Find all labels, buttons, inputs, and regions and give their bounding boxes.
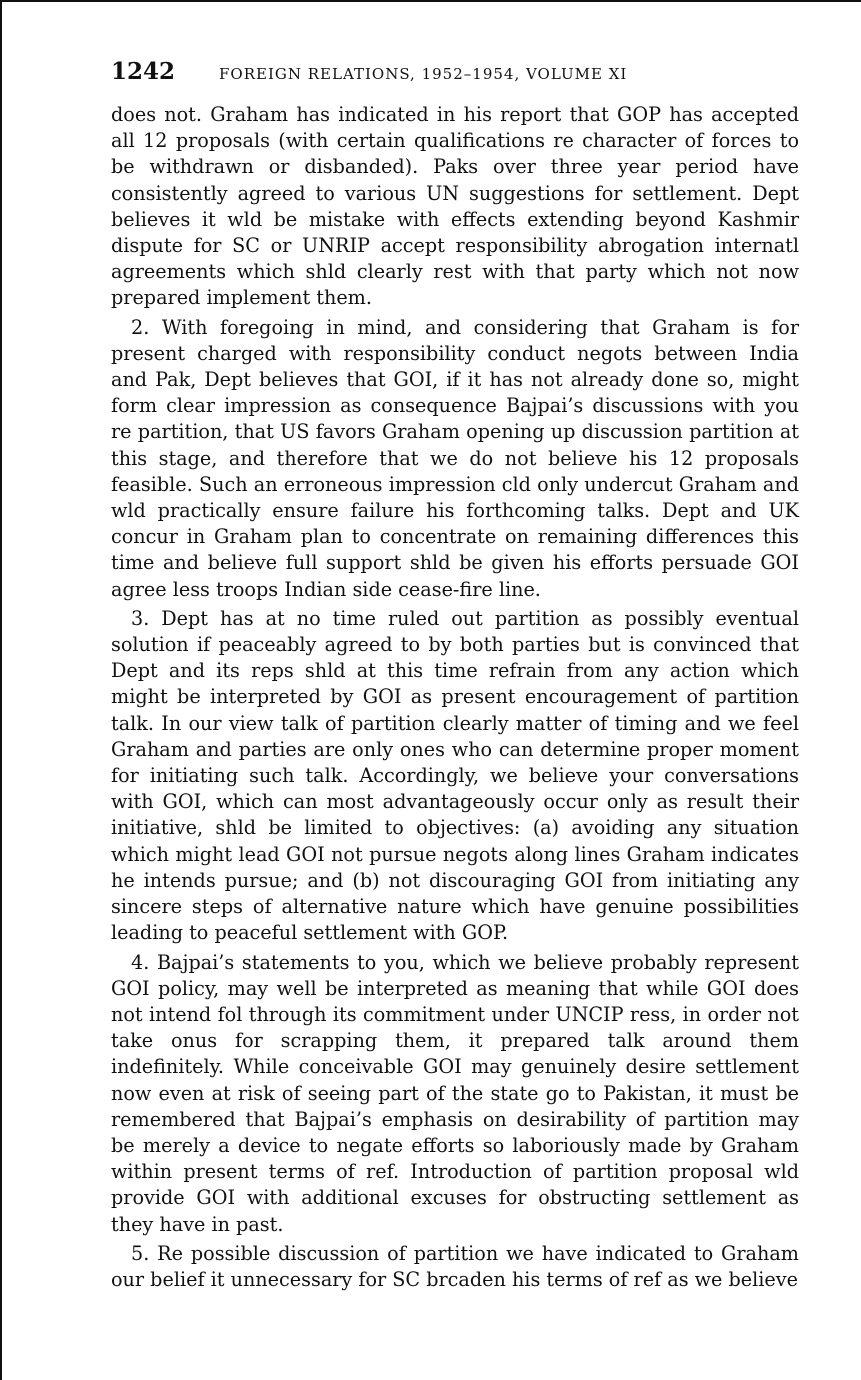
paragraph-3: 3. Dept has at no time ruled out partition as possibly eventual solution if peaceably agreed to by both parties but is convinced that Dept and its reps shld at this time refrain from any action which might be interpreted by GOI as present encouragement of partition talk. In our view talk of partition clearly matter of timing and we feel Graham and parties are only ones who can determine proper moment for initiating such talk. Accordingly, we believe your conversations with GOI, which can most advantageously occur only as result their initiative, shld be limited to objectives: (a) avoiding any situation which might lead GOI not pursue negots along lines Graham indicates he intends pursue; and (b) not discouraging GOI from initiating any sincere steps of alternative nature which have genuine possibilities leading to peaceful settlement with GOP.: [111, 606, 799, 945]
running-head: FOREIGN RELATIONS, 1952–1954, VOLUME XI: [219, 65, 628, 83]
paragraph-2: 2. With foregoing in mind, and considering that Graham is for present charged with responsibility conduct negots between India and Pak, Dept believes that GOI, if it has not already done so, might form clear impression as consequence Bajpai’s discussions with you re partition, that US favors Graham opening up discussion partition at this stage, and therefore that we do not believe his 12 proposals feasible. Such an erroneous impression cld only undercut Graham and wld practically ensure failure his forthcoming talks. Dept and UK concur in Graham plan to concentrate on remaining differences this time and believe full support shld be given his efforts persuade GOI agree less troops Indian side cease-fire line.: [111, 315, 799, 601]
paragraph-continuation: does not. Graham has indicated in his report that GOP has accepted all 12 proposals (with certain qualifications re character of forces to be withdrawn or disbanded). Paks over three year period have consistently agreed to various UN suggestions for settlement. Dept believes it wld be mistake with effects extending beyond Kashmir dispute for SC or UNRIP accept responsibility abrogation internatl agreements which shld clearly rest with that party which not now prepared implement them.: [111, 103, 799, 310]
paragraph-4: 4. Bajpai’s statements to you, which we believe probably represent GOI policy, may well be interpreted as meaning that while GOI does not intend fol through its commitment under UNCIP ress, in order not take onus for scrapping them, it prepared talk around them indefinitely. While conceivable GOI may genuinely desire settlement now even at risk of seeing part of the state go to Pakistan, it must be remembered that Bajpai’s emphasis on desirability of partition may be merely a device to negate efforts so laboriously made by Graham within present terms of ref. Introduction of partition proposal wld provide GOI with additional excuses for obstructing settlement as they have in past.: [111, 950, 799, 1236]
paragraph-5: 5. Re possible discussion of partition we have indicated to Graham our belief it unnecessary for SC brcaden his terms of ref as we believe: [111, 1241, 799, 1291]
page-number: 1242: [111, 58, 176, 85]
document-page: [111, 58, 799, 1293]
body-text: [111, 102, 799, 1293]
page-header: [111, 58, 799, 88]
